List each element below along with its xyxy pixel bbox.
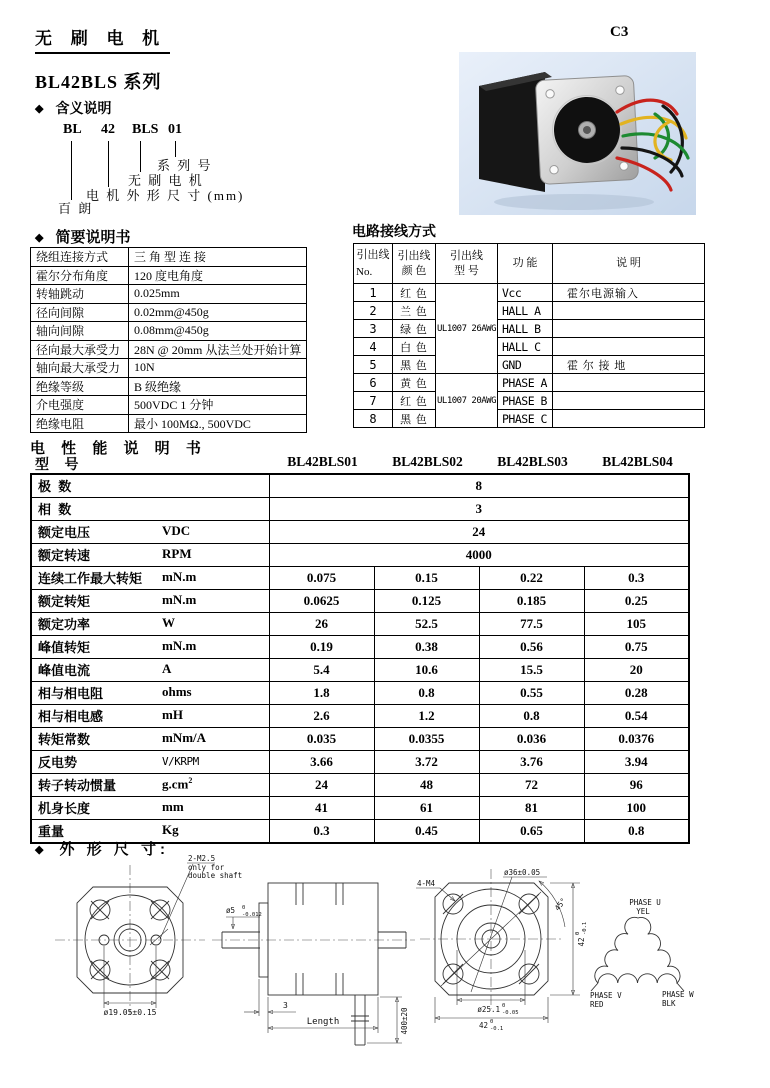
param-value: 41 (269, 797, 374, 820)
boss-dia-dim: ø36±0.05 (504, 868, 541, 877)
table-row (354, 374, 705, 392)
table-row (31, 303, 307, 322)
spec-value: 0.025mm (129, 285, 307, 304)
table-row (31, 567, 689, 590)
wire-color: 红 色 (393, 284, 436, 302)
shaft-tol-lower: -0.012 (242, 912, 262, 918)
screw-note: 4-M4 (417, 879, 436, 888)
param-value: 0.38 (374, 636, 479, 659)
param-value: 0.54 (584, 705, 689, 728)
param-label: 相 数 (38, 502, 72, 517)
table-row (31, 498, 689, 521)
param-label: 峰值转矩 (38, 640, 91, 655)
param-label: 额定功率 (38, 617, 91, 632)
param-value: 100 (584, 797, 689, 820)
param-label: 峰值电流 (38, 663, 91, 678)
table-row (31, 340, 307, 359)
param-value: 77.5 (479, 613, 584, 636)
diamond-bullet-icon: ◆ (35, 232, 44, 244)
height-tol-lower: -0.1 (582, 921, 588, 935)
table-row (354, 356, 705, 374)
cable-length-dim: 400±20 (400, 1007, 409, 1035)
model-name: BL42BLS03 (497, 454, 568, 469)
spec-value: 最小 100MΩ., 500VDC (129, 414, 307, 433)
table-row (31, 266, 307, 285)
wire-no: 3 (354, 320, 393, 338)
performance-table (30, 473, 690, 844)
height-dim: 42 (577, 937, 586, 947)
table-row (354, 302, 705, 320)
spec-value: 三 角 型 连 接 (129, 248, 307, 267)
wire-desc (553, 320, 705, 338)
param-unit: Kg (162, 822, 179, 837)
param-unit: $g.cm^2$ (162, 776, 193, 792)
width-tol-upper: 0 (490, 1019, 494, 1025)
phase-w-label: PHASE W (662, 990, 694, 999)
table-row (31, 544, 689, 567)
param-value: 5.4 (269, 659, 374, 682)
wire-desc: 霍尔电源输入 (553, 284, 705, 302)
meaning-series-no: 系 列 号 (157, 158, 213, 173)
table-header-row (354, 244, 705, 284)
rear-view-drawing (416, 868, 588, 1032)
table-row (31, 359, 307, 378)
wire-color: 黑 色 (393, 356, 436, 374)
param-value: 0.65 (479, 820, 584, 844)
wire-func: PHASE B (498, 392, 553, 410)
width-tol-lower: -0.1 (490, 1026, 504, 1032)
model-name: BL42BLS02 (392, 454, 463, 469)
param-value: 10.6 (374, 659, 479, 682)
table-row (354, 392, 705, 410)
side-view-drawing (212, 883, 415, 1045)
wire-color: 黑 色 (393, 410, 436, 428)
param-value: 26 (269, 613, 374, 636)
wire-no: 6 (354, 374, 393, 392)
code-part-bls: BLS (132, 122, 159, 137)
wire-func: GND (498, 356, 553, 374)
wire-func: HALL C (498, 338, 553, 356)
param-value: 0.075 (269, 567, 374, 590)
phase-u-label: PHASE U (629, 898, 661, 907)
boss-depth-dim: 3 (283, 1001, 288, 1010)
brief-spec-heading (35, 226, 130, 247)
param-label: 反电势 (38, 755, 78, 770)
shaft-dia-dim: ø5 (226, 906, 236, 915)
phase-w-wire-color: BLK (662, 999, 676, 1008)
series-title: BL42BLS 系列 (35, 72, 162, 92)
angle-dim: 45° (552, 896, 569, 913)
param-unit: mH (162, 707, 183, 722)
shaft-tol-upper: 0 (242, 905, 246, 911)
param-value: 0.0355 (374, 728, 479, 751)
table-row (31, 705, 689, 728)
length-dim: Length (306, 1017, 340, 1027)
param-value: 0.0376 (584, 728, 689, 751)
wire-color: 兰 色 (393, 302, 436, 320)
outline-drawings (0, 855, 770, 1088)
brief-spec-heading-text: 简要说明书 (55, 229, 131, 246)
table-row (31, 474, 689, 498)
param-value: 0.035 (269, 728, 374, 751)
param-value: 0.56 (479, 636, 584, 659)
col-header-type: 引出线 型 号 (436, 244, 498, 284)
param-value: 0.55 (479, 682, 584, 705)
wire-func: PHASE A (498, 374, 553, 392)
spec-label: 径向间隙 (31, 303, 129, 322)
param-label: 相与相电阻 (38, 686, 104, 701)
page-title: 无 刷 电 机 (35, 24, 170, 54)
spec-value: 0.08mm@450g (129, 322, 307, 341)
wire-desc (553, 374, 705, 392)
page-code: C3 (610, 24, 629, 40)
width-dim: 42 (478, 1021, 488, 1030)
col-header-color: 引出线 颜 色 (393, 244, 436, 284)
param-value: 4000 (269, 544, 689, 567)
param-value: 0.3 (584, 567, 689, 590)
wire-no: 8 (354, 410, 393, 428)
param-value: 48 (374, 774, 479, 797)
spec-label: 轴向间隙 (31, 322, 129, 341)
param-label: 额定电压 (38, 525, 91, 540)
param-unit: V/KRPM (162, 755, 199, 768)
spec-label: 转轴跳动 (31, 285, 129, 304)
table-row (354, 320, 705, 338)
table-row (31, 613, 689, 636)
spec-label: 绝缘等级 (31, 377, 129, 396)
wire-desc (553, 392, 705, 410)
wiring-table (353, 243, 705, 428)
param-value: 1.8 (269, 682, 374, 705)
wire-type: UL1007 20AWG (436, 374, 498, 428)
table-row (31, 728, 689, 751)
table-row (31, 322, 307, 341)
tree-line (140, 141, 141, 172)
spec-label: 绕组连接方式 (31, 248, 129, 267)
table-row (31, 774, 689, 797)
phase-v-label: PHASE V (590, 991, 622, 1000)
param-unit: mm (162, 799, 184, 814)
param-unit: ohms (162, 684, 192, 699)
param-label: 转子转动惯量 (38, 778, 117, 793)
param-value: 0.8 (479, 705, 584, 728)
spec-label: 轴向最大承受力 (31, 359, 129, 378)
param-unit: mN.m (162, 592, 197, 607)
param-value: 0.036 (479, 728, 584, 751)
param-value: 20 (584, 659, 689, 682)
meaning-brand: 百 朗 (58, 201, 94, 216)
tree-line (71, 141, 72, 200)
spec-label: 径向最大承受力 (31, 340, 129, 359)
param-value: 3.66 (269, 751, 374, 774)
param-label: 重量 (38, 824, 65, 839)
wire-no: 7 (354, 392, 393, 410)
dimensions-heading-text: 外 形 尺 寸: (59, 841, 169, 858)
param-value: 72 (479, 774, 584, 797)
table-row (31, 797, 689, 820)
thread-note-line1: 2-M2.5 (188, 855, 216, 863)
table-row (354, 284, 705, 302)
wire-desc (553, 302, 705, 320)
wire-color: 绿 色 (393, 320, 436, 338)
wire-color: 黄 色 (393, 374, 436, 392)
wire-color: 红 色 (393, 392, 436, 410)
table-row (31, 636, 689, 659)
param-value: 24 (269, 521, 689, 544)
param-value: 0.125 (374, 590, 479, 613)
spec-value: B 级绝缘 (129, 377, 307, 396)
table-row (31, 248, 307, 267)
param-value: 0.3 (269, 820, 374, 844)
tree-line (108, 141, 109, 187)
table-row (354, 410, 705, 428)
spec-value: 500VDC 1 分钟 (129, 396, 307, 415)
param-unit: mN.m (162, 638, 197, 653)
wire-color: 白 色 (393, 338, 436, 356)
spec-label: 介电强度 (31, 396, 129, 415)
wire-no: 5 (354, 356, 393, 374)
param-value: 0.15 (374, 567, 479, 590)
param-value: 52.5 (374, 613, 479, 636)
param-unit: VDC (162, 523, 191, 538)
bolt-circle-dim: ø19.05±0.15 (103, 1008, 157, 1017)
spec-value: 10N (129, 359, 307, 378)
table-row (31, 414, 307, 433)
motor-photo (459, 52, 696, 215)
param-value: 0.19 (269, 636, 374, 659)
param-value: 24 (269, 774, 374, 797)
table-row (31, 682, 689, 705)
pilot-tol-lower: -0.05 (502, 1010, 519, 1016)
table-row (31, 521, 689, 544)
wire-no: 1 (354, 284, 393, 302)
param-value: 3.76 (479, 751, 584, 774)
wire-desc (553, 410, 705, 428)
code-part-01: 01 (168, 122, 182, 137)
table-row (31, 659, 689, 682)
spec-label: 霍尔分布角度 (31, 266, 129, 285)
model-name: BL42BLS04 (602, 454, 673, 469)
table-row (31, 377, 307, 396)
table-row (31, 285, 307, 304)
param-value: 3.72 (374, 751, 479, 774)
param-value: 1.2 (374, 705, 479, 728)
param-value: 8 (269, 474, 689, 498)
col-header-no: 引出线 No. (354, 244, 393, 284)
brief-spec-table (30, 247, 307, 433)
table-row (31, 396, 307, 415)
param-value: 81 (479, 797, 584, 820)
wire-desc: 霍 尔 接 地 (553, 356, 705, 374)
param-value: 0.0625 (269, 590, 374, 613)
thread-note-line2: only for (188, 863, 225, 872)
param-value: 0.45 (374, 820, 479, 844)
model-row-label: 型 号 (35, 456, 79, 472)
wire-no: 4 (354, 338, 393, 356)
param-value: 105 (584, 613, 689, 636)
pilot-tol-upper: 0 (502, 1003, 506, 1009)
param-unit: RPM (162, 546, 192, 561)
param-value: 2.6 (269, 705, 374, 728)
meaning-brushless: 无 刷 电 机 (128, 173, 204, 188)
col-header-func: 功 能 (498, 244, 553, 284)
param-unit: mNm/A (162, 730, 207, 745)
param-value: 0.25 (584, 590, 689, 613)
front-view-drawing (55, 855, 242, 1017)
wire-type: UL1007 26AWG (436, 284, 498, 374)
param-label: 相与相电感 (38, 709, 104, 724)
diamond-bullet-icon: ◆ (35, 103, 44, 115)
table-row (354, 338, 705, 356)
param-label: 转矩常数 (38, 732, 91, 747)
param-label: 额定转矩 (38, 594, 91, 609)
param-value: 0.28 (584, 682, 689, 705)
naming-heading (35, 98, 111, 118)
thread-note-line3: double shaft (188, 871, 243, 880)
diamond-bullet-icon: ◆ (35, 844, 48, 856)
param-value: 0.75 (584, 636, 689, 659)
spec-label: 绝缘电阻 (31, 414, 129, 433)
col-header-desc: 说 明 (553, 244, 705, 284)
wiring-heading: 电路接线方式 (352, 223, 436, 239)
code-part-42: 42 (101, 122, 115, 137)
param-value: 3.94 (584, 751, 689, 774)
param-label: 额定转速 (38, 548, 91, 563)
param-value: 15.5 (479, 659, 584, 682)
performance-heading: 电 性 能 说 明 书 (30, 440, 207, 457)
param-unit: A (162, 661, 172, 676)
phase-v-wire-color: RED (590, 1000, 604, 1009)
table-row (31, 590, 689, 613)
wire-func: HALL B (498, 320, 553, 338)
param-value: 0.8 (584, 820, 689, 844)
param-value: 0.185 (479, 590, 584, 613)
wire-func: PHASE C (498, 410, 553, 428)
winding-diagram (590, 898, 694, 1009)
spec-value: 28N @ 20mm 从法兰处开始计算 (129, 340, 307, 359)
meaning-frame-size: 电 机 外 形 尺 寸 (mm) (86, 188, 245, 203)
param-unit: W (162, 615, 175, 630)
wire-func: HALL A (498, 302, 553, 320)
table-row (31, 751, 689, 774)
code-part-bl: BL (63, 122, 82, 137)
param-value: 96 (584, 774, 689, 797)
param-unit: mN.m (162, 569, 197, 584)
param-value: 3 (269, 498, 689, 521)
wire-func: Vcc (498, 284, 553, 302)
model-name: BL42BLS01 (287, 454, 358, 469)
spec-value: 0.02mm@450g (129, 303, 307, 322)
param-label: 连续工作最大转矩 (38, 571, 143, 586)
phase-u-wire-color: YEL (636, 907, 650, 916)
height-tol-upper: 0 (575, 931, 581, 935)
param-label: 极 数 (38, 479, 72, 494)
param-value: 0.22 (479, 567, 584, 590)
param-value: 61 (374, 797, 479, 820)
pilot-dia-dim: ø25.1 (477, 1005, 500, 1014)
spec-value: 120 度电角度 (129, 266, 307, 285)
wire-desc (553, 338, 705, 356)
naming-heading-text: 含义说明 (55, 100, 112, 116)
param-label: 机身长度 (38, 801, 91, 816)
wire-no: 2 (354, 302, 393, 320)
param-value: 0.8 (374, 682, 479, 705)
